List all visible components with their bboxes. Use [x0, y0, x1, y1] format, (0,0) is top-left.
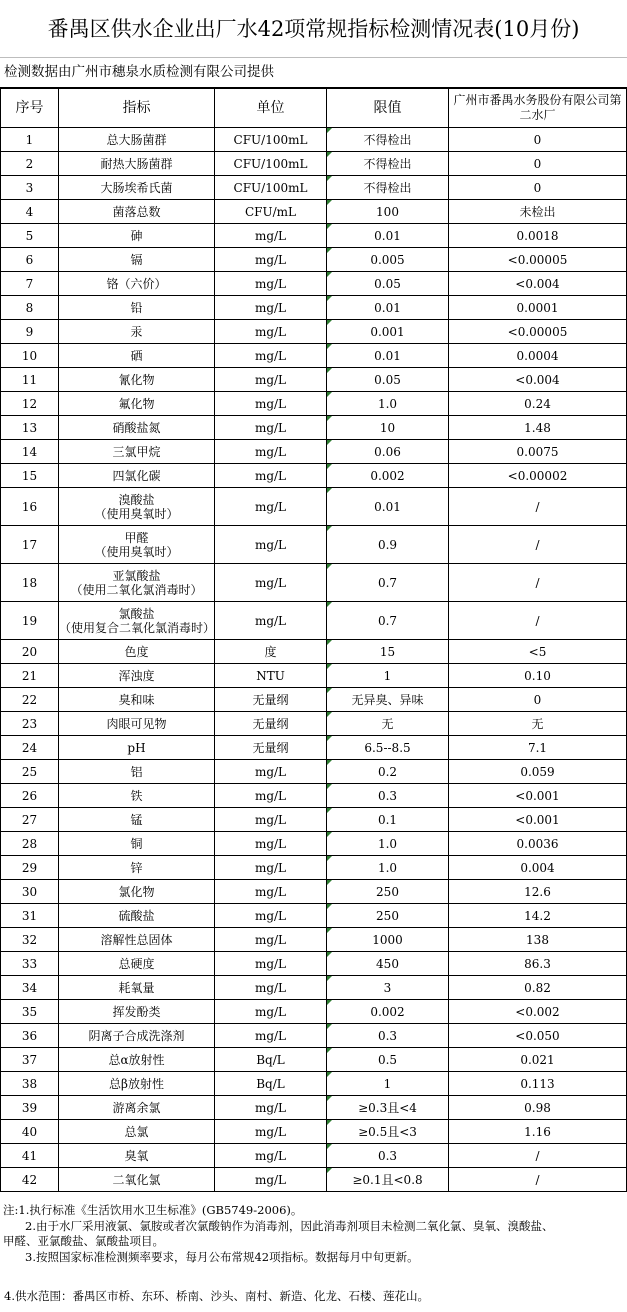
cell-unit: mg/L	[215, 760, 327, 784]
cell-result: <0.004	[449, 272, 627, 296]
note-2-cont: 甲醛、亚氯酸盐、氯酸盐项目。	[3, 1234, 164, 1248]
table-row	[1, 320, 627, 344]
cell-result: 14.2	[449, 904, 627, 928]
table-row	[1, 640, 627, 664]
cell-no: 36	[1, 1024, 59, 1048]
cell-result: 1.48	[449, 416, 627, 440]
cell-indicator: 总硬度	[59, 952, 215, 976]
cell-unit: mg/L	[215, 952, 327, 976]
cell-limit: 0.7	[327, 564, 449, 602]
cell-no: 4	[1, 200, 59, 224]
cell-no: 5	[1, 224, 59, 248]
cell-indicator: 总大肠菌群	[59, 128, 215, 152]
cell-limit: 450	[327, 952, 449, 976]
cell-indicator: 臭和味	[59, 688, 215, 712]
cell-no: 42	[1, 1168, 59, 1192]
cell-indicator: 铅	[59, 296, 215, 320]
cell-unit: mg/L	[215, 488, 327, 526]
cell-unit: NTU	[215, 664, 327, 688]
note-1: 注:1.执行标准《生活饮用水卫生标准》(GB5749-2006)。	[3, 1203, 303, 1217]
cell-no: 16	[1, 488, 59, 526]
cell-no: 31	[1, 904, 59, 928]
header-unit: 单位	[215, 89, 327, 128]
cell-unit: mg/L	[215, 440, 327, 464]
cell-indicator: 总氯	[59, 1120, 215, 1144]
table-row	[1, 712, 627, 736]
cell-no: 35	[1, 1000, 59, 1024]
cell-unit: Bq/L	[215, 1072, 327, 1096]
cell-result: 0	[449, 688, 627, 712]
cell-limit: 10	[327, 416, 449, 440]
cell-no: 26	[1, 784, 59, 808]
cell-limit: 0.2	[327, 760, 449, 784]
cell-unit: mg/L	[215, 224, 327, 248]
cell-limit: 0.05	[327, 368, 449, 392]
cell-unit: mg/L	[215, 248, 327, 272]
table-row	[1, 808, 627, 832]
cell-unit: mg/L	[215, 564, 327, 602]
cell-unit: CFU/100mL	[215, 128, 327, 152]
cell-limit: 无异臭、异味	[327, 688, 449, 712]
cell-result: <0.001	[449, 784, 627, 808]
cell-result: 0.98	[449, 1096, 627, 1120]
cell-limit: 0.3	[327, 784, 449, 808]
cell-indicator: 阴离子合成洗涤剂	[59, 1024, 215, 1048]
cell-limit: 1	[327, 1072, 449, 1096]
cell-indicator: 菌落总数	[59, 200, 215, 224]
table-row	[1, 760, 627, 784]
cell-result: 0.0001	[449, 296, 627, 320]
table-row	[1, 1120, 627, 1144]
table-row	[1, 488, 627, 526]
cell-no: 37	[1, 1048, 59, 1072]
indicator-condition: （使用复合二氧化氯消毒时）	[59, 620, 216, 635]
cell-limit: 1000	[327, 928, 449, 952]
cell-no: 25	[1, 760, 59, 784]
cell-indicator: 溶解性总固体	[59, 928, 215, 952]
cell-no: 21	[1, 664, 59, 688]
table-row	[1, 602, 627, 640]
indicator-condition: （使用臭氧时）	[94, 544, 179, 559]
cell-unit: CFU/100mL	[215, 176, 327, 200]
cell-indicator: 铬（六价）	[59, 272, 215, 296]
cell-limit: 0.002	[327, 1000, 449, 1024]
cell-indicator: 总α放射性	[59, 1048, 215, 1072]
cell-limit: 不得检出	[327, 152, 449, 176]
cell-result: 0.0075	[449, 440, 627, 464]
cell-limit: 0.002	[327, 464, 449, 488]
cell-result: 0	[449, 128, 627, 152]
cell-no: 34	[1, 976, 59, 1000]
cell-no: 6	[1, 248, 59, 272]
cell-limit: 1.0	[327, 832, 449, 856]
cell-no: 15	[1, 464, 59, 488]
table-row	[1, 832, 627, 856]
cell-result: <0.002	[449, 1000, 627, 1024]
cell-indicator: 铜	[59, 832, 215, 856]
cell-result: /	[449, 1168, 627, 1192]
table-row	[1, 1048, 627, 1072]
table-row	[1, 564, 627, 602]
cell-result: 0.10	[449, 664, 627, 688]
cell-result: <0.050	[449, 1024, 627, 1048]
cell-limit: 无	[327, 712, 449, 736]
cell-limit: ≥0.3且<4	[327, 1096, 449, 1120]
cell-limit: 1	[327, 664, 449, 688]
cell-no: 14	[1, 440, 59, 464]
indicator-table	[0, 88, 627, 1192]
cell-no: 30	[1, 880, 59, 904]
table-row	[1, 200, 627, 224]
cell-indicator: 浑浊度	[59, 664, 215, 688]
cell-limit: 15	[327, 640, 449, 664]
cell-no: 2	[1, 152, 59, 176]
cell-unit: mg/L	[215, 344, 327, 368]
cell-unit: mg/L	[215, 272, 327, 296]
note-2: 2.由于水厂采用液氯、氯胺或者次氯酸钠作为消毒剂，因此消毒剂项目未检测二氧化氯、臭氧、溴酸盐、	[25, 1218, 554, 1233]
indicator-name: 氯酸盐	[118, 606, 155, 621]
table-row	[1, 1168, 627, 1192]
cell-indicator: 锌	[59, 856, 215, 880]
cell-indicator: 汞	[59, 320, 215, 344]
table-row	[1, 526, 627, 564]
cell-no: 11	[1, 368, 59, 392]
table-row	[1, 248, 627, 272]
cell-result: 0	[449, 152, 627, 176]
cell-unit: 无量纲	[215, 736, 327, 760]
cell-indicator: 三氯甲烷	[59, 440, 215, 464]
cell-indicator: 总β放射性	[59, 1072, 215, 1096]
cell-result: 0.82	[449, 976, 627, 1000]
cell-indicator: 色度	[59, 640, 215, 664]
cell-result: 1.16	[449, 1120, 627, 1144]
table-row	[1, 128, 627, 152]
cell-limit: 100	[327, 200, 449, 224]
cell-result: <0.00005	[449, 320, 627, 344]
table-body	[1, 128, 627, 1192]
notes	[0, 1203, 627, 1265]
note-3: 3.按照国家标准检测频率要求，每月公布常规42项指标。数据每月中旬更新。	[25, 1249, 419, 1264]
cell-result: 138	[449, 928, 627, 952]
table-row	[1, 416, 627, 440]
cell-unit: mg/L	[215, 368, 327, 392]
table-row	[1, 296, 627, 320]
cell-unit: mg/L	[215, 320, 327, 344]
cell-limit: 0.01	[327, 488, 449, 526]
table-row	[1, 688, 627, 712]
cell-unit: mg/L	[215, 296, 327, 320]
cell-unit: mg/L	[215, 602, 327, 640]
table-row	[1, 152, 627, 176]
cell-result: 0.004	[449, 856, 627, 880]
table-row	[1, 1096, 627, 1120]
cell-limit: 1.0	[327, 392, 449, 416]
cell-indicator: 镉	[59, 248, 215, 272]
cell-limit: 6.5--8.5	[327, 736, 449, 760]
cell-unit: mg/L	[215, 808, 327, 832]
table-row	[1, 440, 627, 464]
cell-no: 17	[1, 526, 59, 564]
page-title: 番禺区供水企业出厂水42项常规指标检测情况表(10月份)	[0, 0, 627, 58]
cell-no: 8	[1, 296, 59, 320]
cell-limit: ≥0.1且<0.8	[327, 1168, 449, 1192]
cell-unit: CFU/mL	[215, 200, 327, 224]
cell-no: 10	[1, 344, 59, 368]
cell-unit: mg/L	[215, 856, 327, 880]
cell-indicator: 耗氧量	[59, 976, 215, 1000]
cell-unit: mg/L	[215, 1000, 327, 1024]
cell-result: 12.6	[449, 880, 627, 904]
table-row	[1, 464, 627, 488]
cell-indicator	[59, 526, 215, 564]
cell-no: 12	[1, 392, 59, 416]
cell-unit: mg/L	[215, 904, 327, 928]
cell-no: 29	[1, 856, 59, 880]
cell-limit: 0.3	[327, 1144, 449, 1168]
cell-limit: 0.9	[327, 526, 449, 564]
cell-unit: mg/L	[215, 880, 327, 904]
cell-indicator: 硒	[59, 344, 215, 368]
cell-limit: 0.1	[327, 808, 449, 832]
cell-limit: 0.05	[327, 272, 449, 296]
cell-result: <0.00005	[449, 248, 627, 272]
table-row	[1, 928, 627, 952]
header-no: 序号	[1, 89, 59, 128]
cell-limit: 1.0	[327, 856, 449, 880]
table-row	[1, 368, 627, 392]
table-row	[1, 952, 627, 976]
cell-limit: 0.001	[327, 320, 449, 344]
cell-limit: 0.01	[327, 296, 449, 320]
cell-unit: mg/L	[215, 976, 327, 1000]
header-indicator: 指标	[59, 89, 215, 128]
cell-result: 86.3	[449, 952, 627, 976]
table-row	[1, 1144, 627, 1168]
table-row	[1, 976, 627, 1000]
cell-no: 33	[1, 952, 59, 976]
table-row	[1, 344, 627, 368]
cell-unit: mg/L	[215, 392, 327, 416]
cell-result: /	[449, 1144, 627, 1168]
cell-no: 1	[1, 128, 59, 152]
cell-indicator: 氯化物	[59, 880, 215, 904]
cell-unit: mg/L	[215, 1096, 327, 1120]
cell-result: <0.004	[449, 368, 627, 392]
cell-no: 3	[1, 176, 59, 200]
cell-no: 18	[1, 564, 59, 602]
cell-result: 0.0036	[449, 832, 627, 856]
cell-indicator	[59, 488, 215, 526]
cell-unit: mg/L	[215, 1024, 327, 1048]
cell-limit: 0.01	[327, 224, 449, 248]
cell-limit: 250	[327, 904, 449, 928]
cell-limit: 0.3	[327, 1024, 449, 1048]
table-row	[1, 784, 627, 808]
cell-result: 0.021	[449, 1048, 627, 1072]
cell-unit: mg/L	[215, 832, 327, 856]
cell-no: 19	[1, 602, 59, 640]
cell-no: 13	[1, 416, 59, 440]
cell-no: 7	[1, 272, 59, 296]
cell-result: 0.113	[449, 1072, 627, 1096]
header-limit: 限值	[327, 89, 449, 128]
cell-indicator	[59, 564, 215, 602]
cell-limit: 0.5	[327, 1048, 449, 1072]
cell-limit: 0.7	[327, 602, 449, 640]
cell-no: 32	[1, 928, 59, 952]
table-row	[1, 856, 627, 880]
cell-indicator: 大肠埃希氏菌	[59, 176, 215, 200]
cell-result: 7.1	[449, 736, 627, 760]
cell-result: 0.059	[449, 760, 627, 784]
indicator-condition: （使用臭氧时）	[94, 506, 179, 521]
cell-indicator: 硫酸盐	[59, 904, 215, 928]
indicator-name: 甲醛	[124, 530, 149, 545]
cell-no: 22	[1, 688, 59, 712]
cell-result: /	[449, 602, 627, 640]
table-row	[1, 1000, 627, 1024]
cell-limit: 不得检出	[327, 128, 449, 152]
cell-indicator: pH	[59, 736, 215, 760]
cell-unit: 无量纲	[215, 712, 327, 736]
cell-no: 28	[1, 832, 59, 856]
cell-result: <0.00002	[449, 464, 627, 488]
cell-limit: 0.06	[327, 440, 449, 464]
cell-unit: CFU/100mL	[215, 152, 327, 176]
cell-unit: mg/L	[215, 1168, 327, 1192]
cell-result: 0.0018	[449, 224, 627, 248]
cell-no: 27	[1, 808, 59, 832]
cell-indicator: 肉眼可见物	[59, 712, 215, 736]
cell-indicator: 游离余氯	[59, 1096, 215, 1120]
cell-indicator: 挥发酚类	[59, 1000, 215, 1024]
cell-indicator	[59, 602, 215, 640]
cell-result: 0.0004	[449, 344, 627, 368]
table-row	[1, 272, 627, 296]
table-row	[1, 176, 627, 200]
cell-no: 39	[1, 1096, 59, 1120]
table-row	[1, 736, 627, 760]
cell-no: 41	[1, 1144, 59, 1168]
cell-unit: mg/L	[215, 1144, 327, 1168]
cell-result: <0.001	[449, 808, 627, 832]
cell-result: 无	[449, 712, 627, 736]
cell-indicator: 硝酸盐氮	[59, 416, 215, 440]
cell-limit: 250	[327, 880, 449, 904]
cell-result: /	[449, 488, 627, 526]
cell-indicator: 臭氧	[59, 1144, 215, 1168]
table-row	[1, 664, 627, 688]
cell-unit: mg/L	[215, 928, 327, 952]
cell-unit: 度	[215, 640, 327, 664]
cell-limit: 不得检出	[327, 176, 449, 200]
cell-limit: ≥0.5且<3	[327, 1120, 449, 1144]
cell-indicator: 铝	[59, 760, 215, 784]
cell-indicator: 铁	[59, 784, 215, 808]
cell-indicator: 氟化物	[59, 392, 215, 416]
table-header-row	[1, 89, 627, 128]
data-source-line: 检测数据由广州市穗泉水质检测有限公司提供	[0, 58, 627, 88]
cell-result: <5	[449, 640, 627, 664]
cell-no: 23	[1, 712, 59, 736]
cell-indicator: 四氯化碳	[59, 464, 215, 488]
cell-indicator: 砷	[59, 224, 215, 248]
cell-unit: mg/L	[215, 1120, 327, 1144]
indicator-name: 溴酸盐	[118, 492, 155, 507]
cell-result: /	[449, 564, 627, 602]
supply-scope-note: 4.供水范围：番禺区市桥、东环、桥南、沙头、南村、新造、化龙、石楼、莲花山。	[4, 1289, 429, 1303]
cell-no: 38	[1, 1072, 59, 1096]
cell-result: 未检出	[449, 200, 627, 224]
cell-no: 20	[1, 640, 59, 664]
cell-unit: mg/L	[215, 464, 327, 488]
cell-no: 9	[1, 320, 59, 344]
cell-unit: mg/L	[215, 416, 327, 440]
cell-result: /	[449, 526, 627, 564]
cell-indicator: 氰化物	[59, 368, 215, 392]
cell-limit: 3	[327, 976, 449, 1000]
indicator-name: 亚氯酸盐	[112, 568, 161, 583]
table-row	[1, 1024, 627, 1048]
cell-limit: 0.01	[327, 344, 449, 368]
cell-unit: mg/L	[215, 784, 327, 808]
table-row	[1, 224, 627, 248]
table-row	[1, 904, 627, 928]
cell-result: 0	[449, 176, 627, 200]
cell-unit: Bq/L	[215, 1048, 327, 1072]
header-plant: 广州市番禺水务股份有限公司第二水厂	[449, 89, 627, 128]
cell-indicator: 耐热大肠菌群	[59, 152, 215, 176]
cell-unit: mg/L	[215, 526, 327, 564]
cell-no: 40	[1, 1120, 59, 1144]
table-row	[1, 392, 627, 416]
cell-limit: 0.005	[327, 248, 449, 272]
indicator-condition: （使用二氧化氯消毒时）	[70, 582, 203, 597]
cell-indicator: 锰	[59, 808, 215, 832]
cell-indicator: 二氧化氯	[59, 1168, 215, 1192]
cell-no: 24	[1, 736, 59, 760]
cell-unit: 无量纲	[215, 688, 327, 712]
table-row	[1, 880, 627, 904]
cell-result: 0.24	[449, 392, 627, 416]
table-row	[1, 1072, 627, 1096]
